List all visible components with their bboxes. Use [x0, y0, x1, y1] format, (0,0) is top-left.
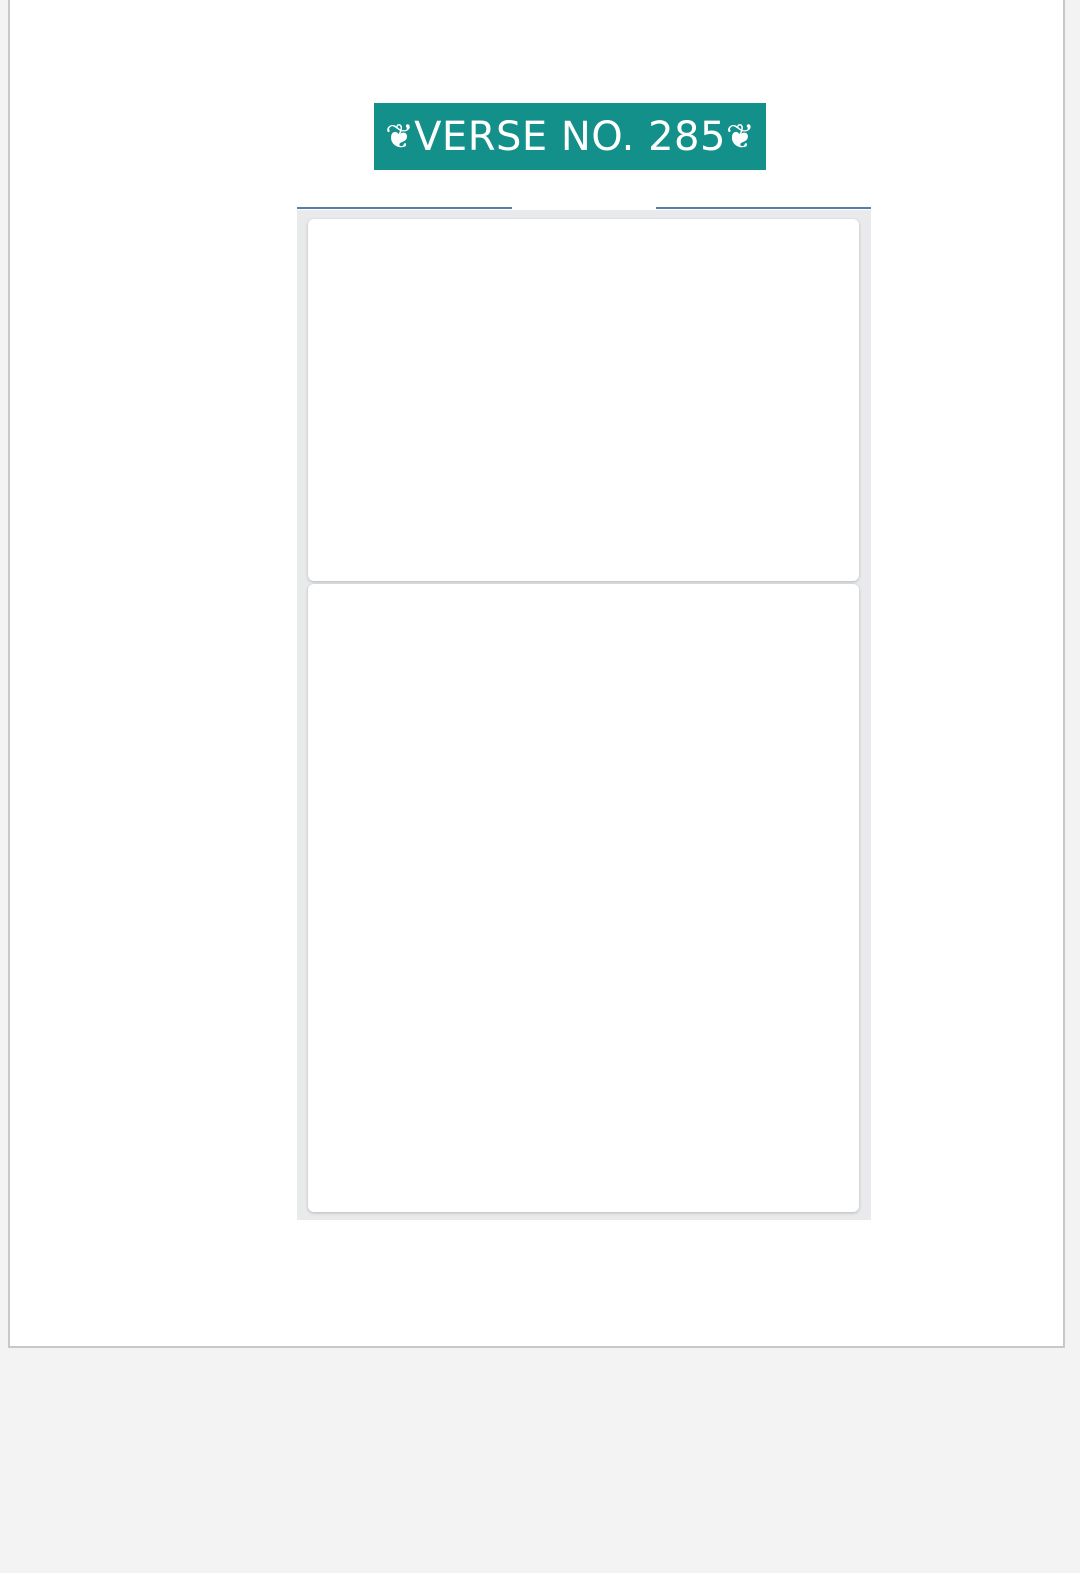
content-column	[297, 210, 871, 1220]
flourish-left-icon: ❦	[385, 116, 415, 157]
tab-divider-left	[297, 207, 512, 209]
word-meaning-card	[308, 584, 859, 1212]
verse-number-title: VERSE NO. 285	[414, 113, 726, 160]
flourish-right-icon: ❦	[725, 116, 755, 157]
verse-card	[308, 219, 859, 581]
verse-number-banner	[374, 103, 766, 170]
tab-divider-right	[656, 207, 871, 209]
